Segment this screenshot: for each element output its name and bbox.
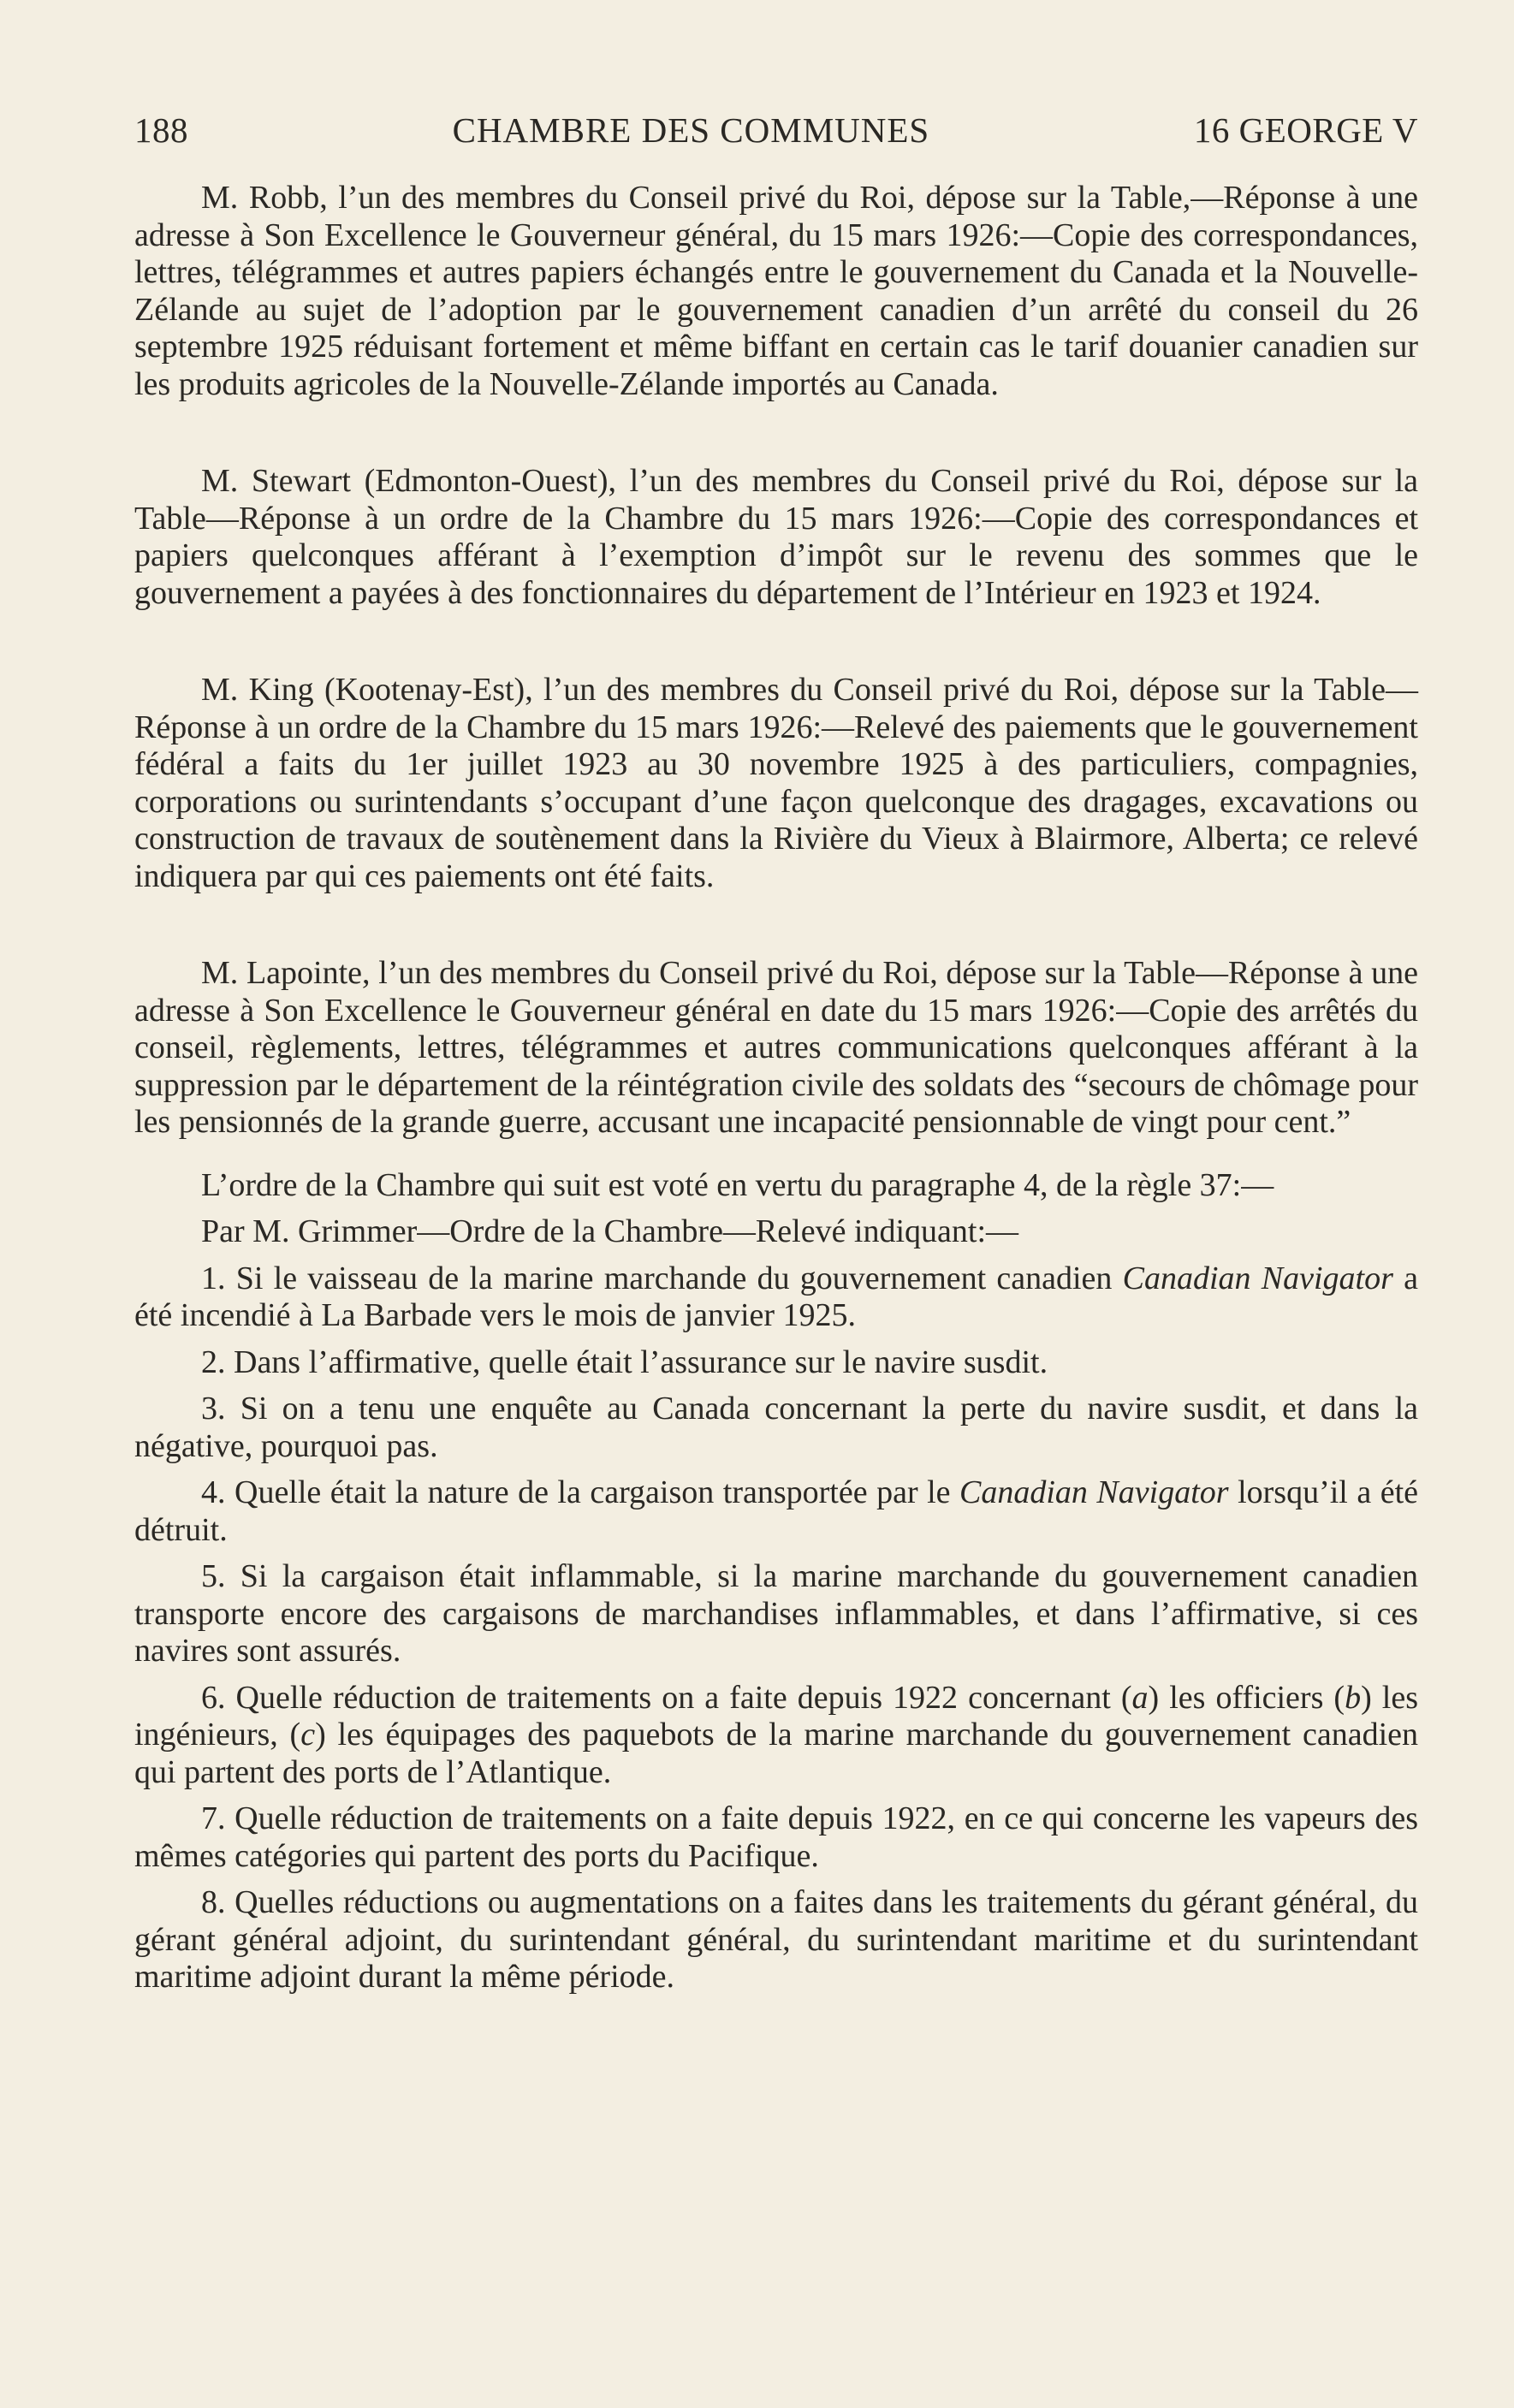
paragraph-ordre: L’ordre de la Chambre qui suit est voté en vertu du paragraphe 4, de la règle 37:— [201,1166,1274,1203]
paragraph-stewart: M. Stewart (Edmonton-Ouest), l’un des membres du Conseil privé du Roi, dépose sur la Table—Réponse à un ordre de la Chambre du 15 mars 1926:—Copie des correspondances et papiers quelconques afférant à l’exemption d’impôt sur le revenu des sommes que le gouvernement a payées à des fonctionnaires du département de l’Intérieur en 1923 et 1924. [134,463,1418,611]
document-page [134,110,1418,1996]
reign-label: 16 GEORGE V [1193,110,1418,150]
paragraph-lapointe: M. Lapointe, l’un des membres du Conseil privé du Roi, dépose sur la Table—Réponse à une adresse à Son Excellence le Gouverneur général en date du 15 mars 1926:—Copie des arrêtés du conseil, règlements, lettres, télégrammes et autres communications quelconques afférant à la suppression par le département de la réintégration civile des soldats des “secours de chômage pour les pensionnés de la grande guerre, accusant une incapacité pensionnable de vingt pour cent.” [134,955,1418,1140]
list-item-2: 2. Dans l’affirmative, quelle était l’assurance sur le navire susdit. [201,1343,1048,1380]
list-item-7: 7. Quelle réduction de traitements on a faite depuis 1922, en ce qui concerne les vapeurs des mêmes catégories qui partent des ports du Pacifique. [134,1800,1418,1874]
page-title: CHAMBRE DES COMMUNES [452,110,930,150]
list-item-6: 6. Quelle réduction de traitements on a faite depuis 1922 concernant (a) les officiers (b) les ingénieurs, (c) les équipages des paquebots de la marine marchande du gouvernement canadien qui partent des ports de l’Atlantique. [134,1679,1418,1790]
list-item-1: 1. Si le vaisseau de la marine marchande du gouvernement canadien Canadian Navigator a été incendié à La Barbade vers le mois de janvier 1925. [134,1260,1418,1333]
list-item-3: 3. Si on a tenu une enquête au Canada concernant la perte du navire susdit, et dans la négative, pourquoi pas. [134,1391,1418,1464]
list-item-4: 4. Quelle était la nature de la cargaison transportée par le Canadian Navigator lorsqu’il a été détruit. [134,1474,1418,1548]
list-item-5: 5. Si la cargaison était inflammable, si la marine marchande du gouvernement canadien transporte encore des cargaisons de marchandises inflammables, et dans l’affirmative, si ces navires sont assurés. [134,1558,1418,1669]
paragraph-grimmer: Par M. Grimmer—Ordre de la Chambre—Relevé indiquant:— [201,1213,1019,1249]
page-number: 188 [134,110,188,150]
paragraph-king: M. King (Kootenay-Est), l’un des membres du Conseil privé du Roi, dépose sur la Table—Réponse à un ordre de la Chambre du 15 mars 1926:—Relevé des paiements que le gouvernement fédéral a faits du 1er juillet 1923 au 30 novembre 1925 à des particuliers, compagnies, corporations ou surintendants s’occupant d’une façon quelconque des dragages, excavations ou construction de travaux de soutènement dans la Rivière du Vieux à Blairmore, Alberta; ce relevé indiquera par qui ces paiements ont été faits. [134,672,1418,894]
list-item-8: 8. Quelles réductions ou augmentations on a faites dans les traitements du gérant général, du gérant général adjoint, du surintendant général, du surintendant maritime et du surintendant maritime adjoint durant la même période. [134,1884,1418,1995]
document-body [134,180,1418,1996]
page-header [134,110,1418,161]
paragraph-robb: M. Robb, l’un des membres du Conseil privé du Roi, dépose sur la Table,—Réponse à une adresse à Son Excellence le Gouverneur général, du 15 mars 1926:—Copie des correspondances, lettres, télégrammes et autres papiers échangés entre le gouvernement du Canada et la Nouvelle-Zélande au sujet de l’adoption par le gouvernement canadien d’un arrêté du conseil du 26 septembre 1925 réduisant fortement et même biffant en certain cas le tarif douanier canadien sur les produits agricoles de la Nouvelle-Zélande importés au Canada. [134,180,1418,402]
